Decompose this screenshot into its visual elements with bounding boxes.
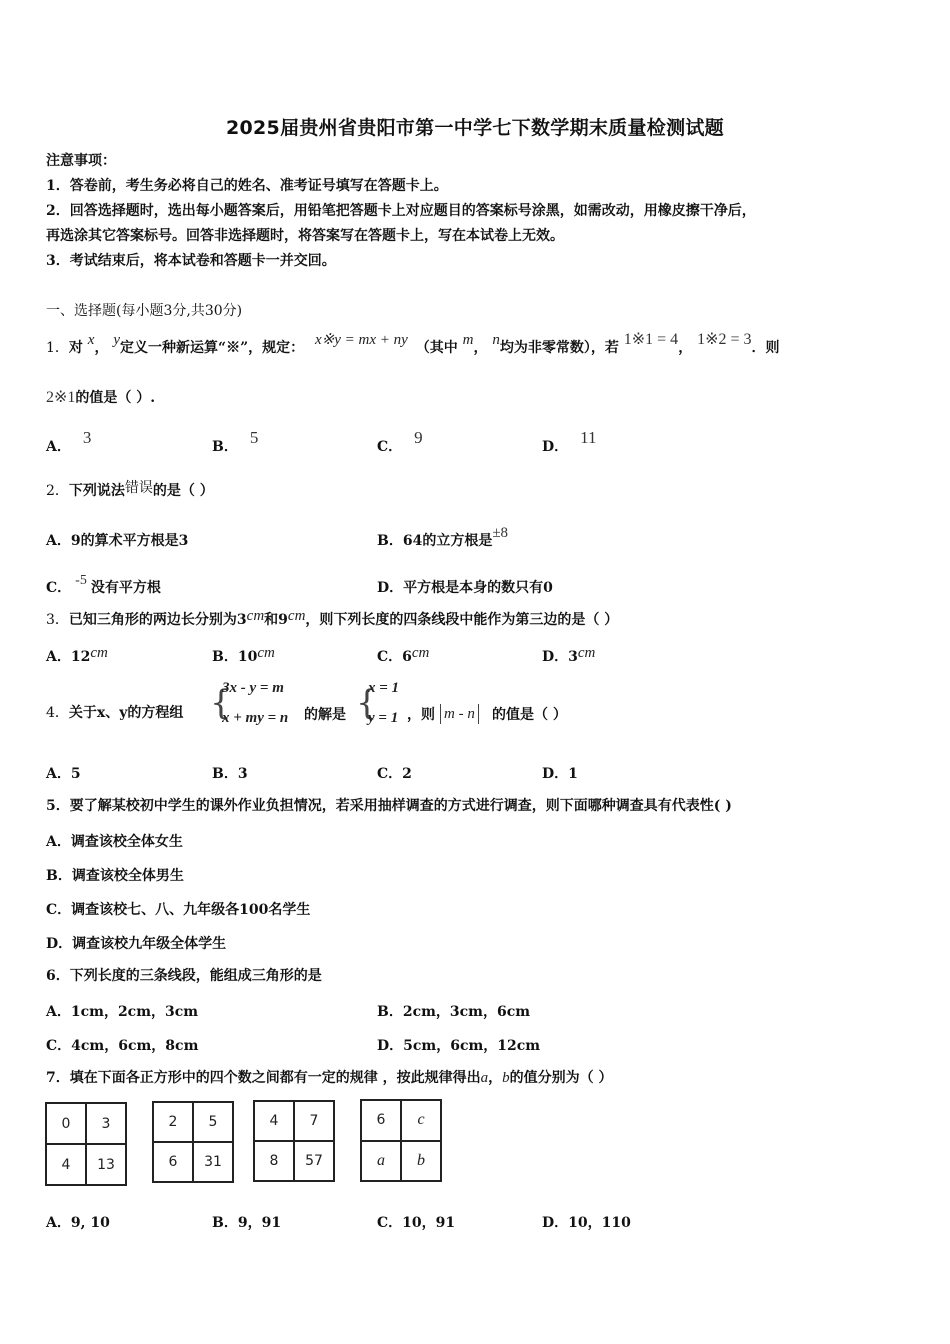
q7-text-2: 的值分别为（ ） (509, 1070, 613, 1086)
q2-number: 2． (46, 483, 69, 499)
q3-option-c[interactable]: C．6cm (377, 645, 430, 665)
q6-stem: 6．下列长度的三条线段，能组成三角形的是 (46, 968, 322, 984)
grid-cell: a (361, 1141, 401, 1182)
q4-text-2: 的解是 (304, 707, 346, 723)
q4-option-a[interactable]: A．5 (46, 766, 81, 782)
q7-sep: ， (488, 1070, 503, 1086)
q6-option-d[interactable]: D．5cm，6cm，12cm (377, 1038, 541, 1054)
q3-unit-1: cm (246, 608, 265, 624)
q1-var-m: m (462, 332, 474, 348)
grid-cell: b (401, 1141, 441, 1182)
q1-option-c[interactable]: C． 9 (377, 428, 423, 455)
q1-option-c-value: 9 (414, 428, 423, 447)
q7-grid-2 (152, 1101, 234, 1183)
q4-eq-2: x + my = n (222, 710, 289, 726)
q4-text-3: ，则 (407, 707, 435, 723)
notes-heading: 注意事项： (46, 153, 116, 169)
grid-cell: 0 (46, 1103, 86, 1144)
q7-stem (46, 1069, 613, 1087)
q7-option-b[interactable]: B．9，91 (212, 1215, 282, 1231)
q3-text-1: 已知三角形的两边长分别为3 (68, 612, 247, 628)
q3-unit-2: cm (287, 608, 306, 624)
q7-text-1: 7．填在下面各正方形中的四个数之间都有一定的规律 ，按此规律得出 (46, 1070, 481, 1086)
q1-comma-3: ， (678, 340, 693, 356)
q1-stem-2 (46, 389, 155, 407)
q1-cond-2: 1※2 = 3 (697, 331, 752, 348)
q6-option-a[interactable]: A．1cm，2cm，3cm (46, 1004, 199, 1020)
q1-var-n: n (492, 332, 500, 348)
q4-stem-start (46, 704, 183, 722)
q3-text-3: ，则下列长度的四条线段中能作为第三边的是（ ） (305, 612, 619, 628)
q4-number: 4． (46, 705, 69, 721)
grid-cell: 8 (254, 1141, 294, 1181)
q3-option-a[interactable]: A．12cm (46, 645, 108, 665)
q4-brace-2: { (356, 683, 378, 723)
q7-option-c[interactable]: C．10，91 (377, 1215, 456, 1231)
note-3: 3．考试结束后，将本试卷和答题卡一并交回。 (46, 253, 336, 269)
grid-cell: 13 (86, 1144, 126, 1185)
q1-text-5: ．则 (751, 340, 780, 356)
q4-option-d[interactable]: D．1 (542, 766, 578, 782)
grid-cell: 4 (46, 1144, 86, 1185)
q2-option-c[interactable]: C． -5 没有平方根 (46, 573, 161, 596)
q1-text-6: 的值是（ ）. (75, 390, 156, 406)
q1-cond-1: 1※1 = 4 (623, 331, 679, 348)
q2-option-c-math: -5 (75, 573, 87, 588)
q1-comma-2: ， (473, 340, 488, 356)
q1-formula: x※y = mx + ny (315, 332, 408, 348)
q7-var-a: a (480, 1070, 489, 1086)
q1-text-3: （其中 (415, 340, 458, 356)
q1-text-2: 定义一种新运算“※”，规定： (120, 340, 305, 356)
grid-cell: 31 (193, 1142, 233, 1182)
q1-number: 1． (46, 340, 69, 356)
q4-eq-1: 3x - y = m (222, 680, 284, 696)
q4-brace-1: { (210, 683, 232, 723)
q1-option-a[interactable]: A． 3 (46, 428, 92, 455)
q1-option-d-value: 11 (580, 428, 597, 447)
q7-grid-4 (360, 1099, 442, 1182)
q1-text-4: 均为非零常数），若 (499, 340, 619, 356)
q2-text-2: 错误 (124, 480, 153, 496)
q4-sol-1: x = 1 (368, 680, 400, 696)
q4-option-b[interactable]: B．3 (212, 766, 248, 782)
q2-text-3: 的是（ ） (152, 483, 214, 499)
q1-comma-1: ， (94, 340, 109, 356)
grid-cell: 6 (361, 1100, 401, 1141)
q6-option-b[interactable]: B．2cm，3cm，6cm (377, 1004, 531, 1020)
q4-abs (440, 704, 479, 724)
q4-text-4: 的值是（ ） (492, 707, 567, 723)
q4-sol-2: y = 1 (368, 710, 399, 726)
q5-option-d[interactable]: D．调查该校九年级全体学生 (46, 936, 227, 952)
q2-option-b-math: ±8 (492, 525, 509, 541)
q3-option-d[interactable]: D．3cm (542, 645, 596, 665)
q7-grid-1 (45, 1102, 127, 1186)
note-2a: 2．回答选择题时，选出每小题答案后，用铅笔把答题卡上对应题目的答案标号涂黑，如需改动，用橡皮擦干净后， (46, 203, 756, 219)
page-title: 2025届贵州省贵阳市第一中学七下数学期末质量检测试题 (226, 117, 724, 139)
q5-stem: 5．要了解某校初中学生的课外作业负担情况，若采用抽样调查的方式进行调查，则下面哪种调查具有代表性( ) (46, 798, 732, 814)
q1-text-1: 对 (68, 340, 83, 356)
q3-number: 3． (46, 612, 69, 628)
q1-expr: 2※1 (46, 389, 76, 406)
note-1: 1．答卷前，考生务必将自己的姓名、准考证号填写在答题卡上。 (46, 178, 448, 194)
grid-cell: 3 (86, 1103, 126, 1144)
q5-option-c[interactable]: C．调查该校七、八、九年级各100名学生 (46, 902, 311, 918)
q7-grid-3 (253, 1100, 335, 1182)
q5-option-a[interactable]: A．调查该校全体女生 (46, 834, 183, 850)
q7-var-b: b (502, 1070, 510, 1086)
q2-option-b[interactable]: B．64的立方根是±8 (377, 525, 509, 549)
grid-cell: 2 (153, 1102, 193, 1142)
q4-option-c[interactable]: C．2 (377, 766, 412, 782)
grid-cell: 4 (254, 1101, 294, 1141)
q2-text-1: 下列说法 (68, 483, 125, 499)
q2-option-a[interactable]: A．9的算术平方根是3 (46, 533, 189, 549)
q2-option-d[interactable]: D．平方根是本身的数只有0 (377, 580, 553, 596)
q6-option-c[interactable]: C．4cm，6cm，8cm (46, 1038, 199, 1054)
q3-stem (46, 608, 619, 629)
q1-var-y: y (113, 332, 121, 348)
q7-option-d[interactable]: D．10，110 (542, 1215, 631, 1231)
grid-cell: 57 (294, 1141, 334, 1181)
q1-var-x: x (87, 332, 95, 348)
q4-text-1: 关于x、y的方程组 (68, 705, 184, 721)
q4-abs-expr: m - n (444, 706, 475, 722)
q1-option-b-value: 5 (249, 428, 259, 447)
q1-option-a-value: 3 (82, 428, 92, 447)
section-heading: 一、选择题(每小题3分,共30分) (46, 303, 243, 319)
grid-cell: 5 (193, 1102, 233, 1142)
q5-option-b[interactable]: B．调查该校全体男生 (46, 868, 184, 884)
grid-cell: c (401, 1100, 441, 1141)
note-2b: 再选涂其它答案标号。回答非选择题时，将答案写在答题卡上，写在本试卷上无效。 (46, 228, 564, 244)
q3-option-b[interactable]: B．10cm (212, 645, 275, 665)
grid-cell: 6 (153, 1142, 193, 1182)
q7-option-a[interactable]: A．9, 10 (46, 1215, 110, 1231)
grid-cell: 7 (294, 1101, 334, 1141)
q1-option-b[interactable]: B． 5 (212, 428, 259, 455)
q3-text-2: 和9 (264, 612, 288, 628)
q1-option-d[interactable]: D． 11 (542, 428, 597, 455)
q2-stem (46, 482, 214, 500)
q1-stem (46, 331, 780, 357)
